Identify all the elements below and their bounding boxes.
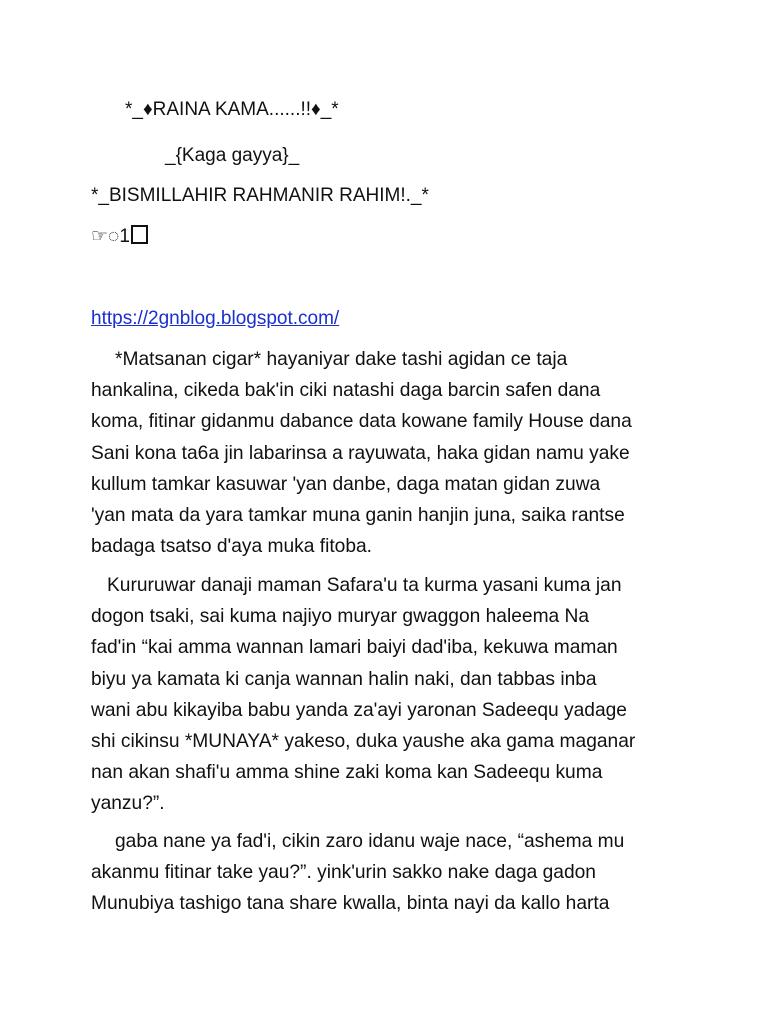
paragraph-line: hankalina, cikeda bak'in ciki natashi daga barcin safen dana <box>91 380 601 402</box>
paragraph-3 <box>91 826 691 920</box>
paragraph-line: wani abu kikayiba babu yanda za'ayi yaronan Sadeequ yadage <box>91 699 627 721</box>
chapter-number: ☞◌1 <box>91 226 130 247</box>
paragraph-1 <box>91 344 691 562</box>
paragraph-line: Munubiya tashigo tana share kwalla, binta nayi da kallo harta <box>91 893 610 915</box>
paragraph-line: badaga tsatso d'aya muka fitoba. <box>91 536 373 558</box>
paragraph-line: Kururuwar danaji maman Safara'u ta kurma yasani kuma jan <box>107 575 622 596</box>
paragraph-line: dogon tsaki, sai kuma najiyo muryar gwaggon haleema Na <box>91 606 590 628</box>
paragraph-line: *Matsanan cigar* hayaniyar dake tashi agidan ce taja <box>115 349 568 370</box>
paragraph-line: akanmu fitinar take yau?”. yink'urin sakko nake daga gadon <box>91 862 596 884</box>
paragraph-line: kullum tamkar kasuwar 'yan danbe, daga matan gidan zuwa <box>91 473 601 495</box>
paragraph-line: yanzu?”. <box>91 793 165 815</box>
paragraph-line: shi cikinsu *MUNAYA* yakeso, duka yaushe aka gama maganar <box>91 731 636 753</box>
paragraph-line: 'yan mata da yara tamkar muna ganin hanjin juna, saika rantse <box>91 505 625 527</box>
story-title: *_♦RAINA KAMA......!!♦_* <box>125 99 339 120</box>
paragraph-line: fad'in “kai amma wannan lamari baiyi dad'iba, kekuwa maman <box>91 637 618 659</box>
blog-link[interactable]: https://2gnblog.blogspot.com/ <box>91 308 340 329</box>
bismillah-heading: *_BISMILLAHIR RAHMANIR RAHIM!._* <box>91 185 429 206</box>
story-subtitle: _{Kaga gayya}_ <box>165 145 300 166</box>
paragraph-line: gaba nane ya fad'i, cikin zaro idanu waje nace, “ashema mu <box>115 831 625 852</box>
missing-glyph-box-icon <box>131 225 148 244</box>
paragraph-line: nan akan shafi'u amma shine zaki koma kan Sadeequ kuma <box>91 762 603 784</box>
chapter-marker <box>91 224 148 250</box>
paragraph-line: biyu ya kamata ki canja wannan halin naki, dan tabbas inba <box>91 668 597 690</box>
paragraph-2 <box>91 570 691 820</box>
paragraph-line: Sani kona ta6a jin labarinsa a rayuwata, haka gidan namu yake <box>91 442 630 464</box>
paragraph-line: koma, fitinar gidanmu dabance data kowane family House dana <box>91 411 632 433</box>
blog-link-line <box>91 306 339 332</box>
